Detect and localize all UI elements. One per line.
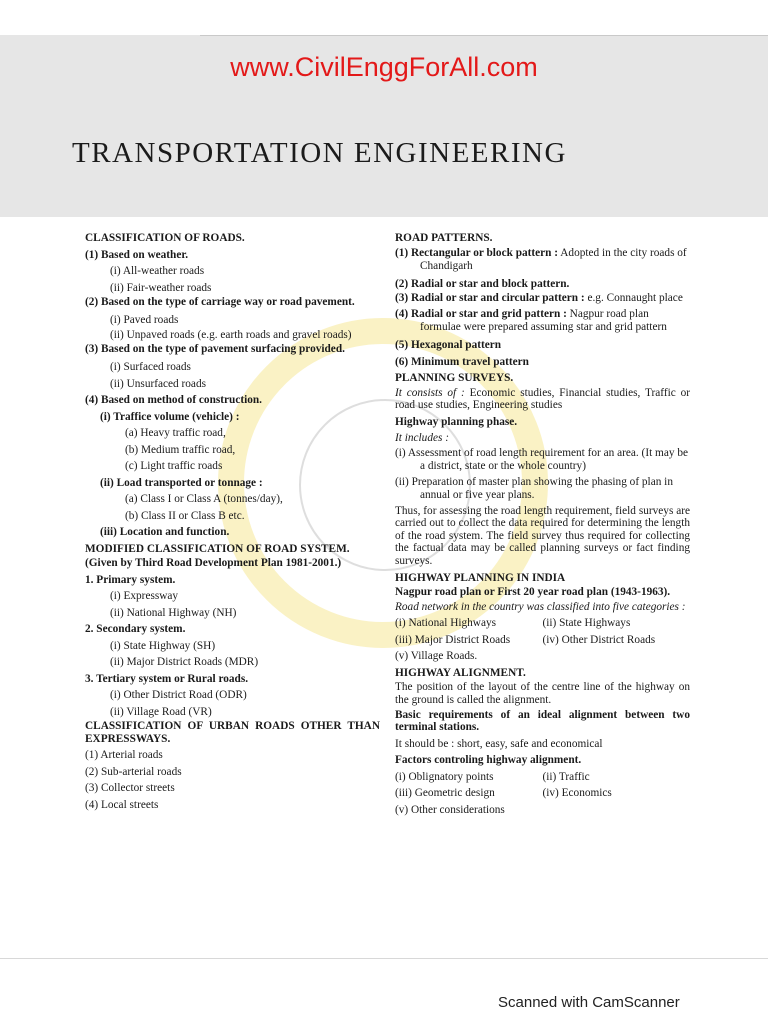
list-item-text: Adopted in the city roads of Chandigarh (420, 246, 687, 272)
page-title: TRANSPORTATION ENGINEERING (72, 137, 567, 169)
list-item: (2) Based on the type of carriage way or road pavement. (85, 296, 355, 308)
list-item-text: Nagpur road plan formulae were prepared assuming star and grid pattern (420, 308, 667, 333)
list-item-text: e.g. Connaught place (584, 292, 683, 304)
list-item: (b) Medium traffic road, (125, 443, 236, 456)
list-item: (iii) Geometric design (395, 787, 495, 800)
list-item-label: (3) Radial or star and circular pattern : (395, 292, 585, 304)
list-item: (ii) Unpaved roads (e.g. earth roads and gravel roads) (110, 328, 352, 341)
section-subheading: Highway planning phase. (395, 415, 518, 428)
list-item (395, 292, 690, 305)
list-item: (4) Based on method of construction. (85, 394, 262, 407)
list-item: (i) National Highways (395, 617, 497, 630)
right-column (395, 230, 690, 818)
list-item: (i) Oblignatory points (395, 770, 494, 783)
section-heading: PLANNING SURVEYS. (395, 372, 514, 384)
paragraph-label: It includes : (395, 432, 449, 445)
section-subheading: Factors controling highway alignment. (395, 754, 582, 767)
header-top-line (200, 35, 768, 36)
list-row (395, 785, 690, 802)
paragraph-label: It consists of : (395, 386, 465, 399)
list-item: (i) Paved roads (110, 314, 179, 326)
list-item: (3) Collector streets (85, 782, 175, 795)
list-item: (ii) Village Road (VR) (110, 705, 212, 718)
list-row (395, 632, 690, 649)
list-item: (iii) Major District Roads (395, 633, 511, 646)
scanner-footer-text: Scanned with CamScanner (498, 994, 680, 1011)
paragraph: The position of the layout of the centre line of the highway on the ground is called the alignment. (395, 681, 690, 706)
list-item: (v) Village Roads. (395, 650, 478, 663)
list-item: (1) Based on weather. (85, 248, 189, 261)
list-item (395, 247, 690, 273)
paragraph: Thus, for assessing the road length requirement, field surveys are carried out to collect the data required for determining the length of the road system. The field survey thus required for collecting the factual data may be called planning surveys or fact finding surveys. (395, 504, 690, 568)
list-item: (i) Surfaced roads (110, 361, 191, 374)
list-item: (i) Other District Road (ODR) (110, 689, 247, 702)
list-item: (a) Heavy traffic road, (125, 427, 226, 440)
list-item: (iv) Economics (542, 787, 612, 800)
list-item: (c) Light traffic roads (125, 460, 223, 473)
section-heading: ROAD PATTERNS. (395, 232, 493, 244)
list-item: (ii) Unsurfaced roads (110, 377, 206, 390)
section-subheading: (Given by Third Road Development Plan 1981-2001.) (85, 557, 342, 570)
paragraph: Road network in the country was classified into five categories : (395, 600, 686, 613)
list-row (395, 769, 690, 786)
list-item: (1) Arterial roads (85, 749, 163, 762)
list-item: (5) Hexagonal pattern (395, 339, 502, 351)
section-subheading: Nagpur road plan or First 20 year road plan (1943-1963). (395, 586, 671, 599)
list-item: (ii) Fair-weather roads (110, 281, 212, 294)
list-item: (iii) Location and function. (100, 526, 230, 539)
paragraph-text: Economic studies, Financial studies, Traffic or road use studies, Engineering studies (395, 386, 690, 412)
list-item: (ii) Traffic (542, 770, 590, 783)
section-heading: HIGHWAY ALIGNMENT. (395, 666, 526, 679)
list-item: (ii) Major District Roads (MDR) (110, 656, 259, 669)
list-item: (2) Radial or star and block pattern. (395, 277, 570, 290)
list-item: (ii) Preparation of master plan showing the phasing of plan in annual or five year plans. (395, 475, 673, 501)
list-item: (4) Local streets (85, 798, 159, 811)
section-heading: CLASSIFICATION OF ROADS. (85, 232, 245, 244)
list-item-label: (4) Radial or star and grid pattern : (395, 308, 567, 320)
list-row (395, 615, 690, 632)
list-item: (iv) Other District Roads (542, 633, 656, 646)
left-column (85, 230, 380, 813)
list-item: (i) Expressway (110, 590, 179, 603)
list-item: (i) Assessment of road length requirement for an area. (It may be a district, state or the whole country) (395, 446, 688, 472)
list-item: (ii) National Highway (NH) (110, 606, 237, 619)
list-item-label: (1) Rectangular or block pattern : (395, 246, 559, 259)
list-item: (ii) State Highways (542, 617, 631, 630)
list-item: (2) Sub-arterial roads (85, 765, 182, 778)
section-subheading: Basic requirements of an ideal alignment between two terminal stations. (395, 708, 690, 734)
list-item: (i) State Highway (SH) (110, 639, 216, 652)
list-item: 2. Secondary system. (85, 623, 186, 636)
list-item (395, 308, 690, 334)
list-item: 3. Tertiary system or Rural roads. (85, 672, 249, 685)
section-heading: MODIFIED CLASSIFICATION OF ROAD SYSTEM. (85, 542, 350, 555)
list-item: (3) Based on the type of pavement surfacing provided. (85, 343, 345, 356)
section-heading: CLASSIFICATION OF URBAN ROADS OTHER THAN EXPRESSWAYS. (85, 720, 380, 745)
list-item: (b) Class II or Class B etc. (125, 509, 245, 522)
paragraph (395, 387, 690, 412)
list-item: 1. Primary system. (85, 573, 176, 586)
list-item: (a) Class I or Class A (tonnes/day), (125, 493, 283, 506)
paragraph: It should be : short, easy, safe and economical (395, 737, 603, 750)
list-item: (6) Minimum travel pattern (395, 355, 529, 368)
list-item: (v) Other considerations (395, 803, 505, 816)
list-item: (i) All-weather roads (110, 265, 205, 277)
footer-divider (0, 958, 768, 959)
list-item: (i) Traffice volume (vehicle) : (100, 410, 240, 423)
section-heading: HIGHWAY PLANNING IN INDIA (395, 571, 566, 584)
list-item: (ii) Load transported or tonnage : (100, 476, 263, 489)
site-url-watermark: www.CivilEnggForAll.com (230, 52, 538, 82)
